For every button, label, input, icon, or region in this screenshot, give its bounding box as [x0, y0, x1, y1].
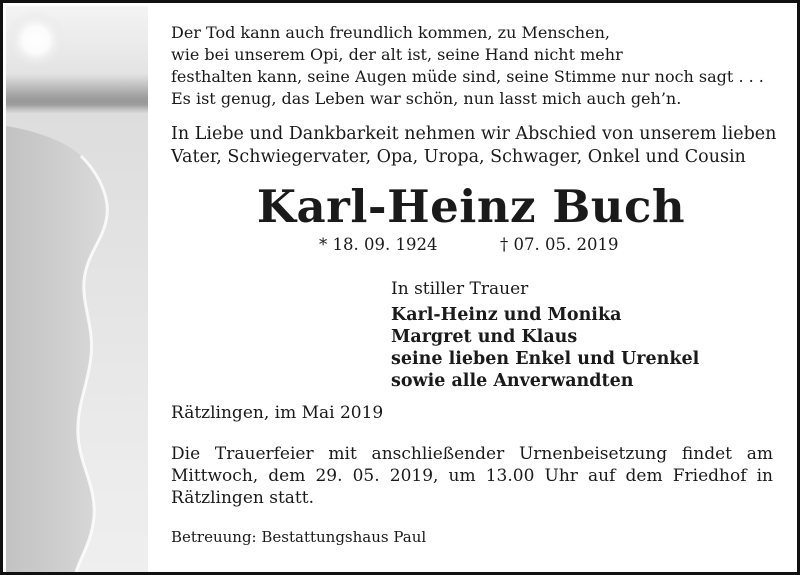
death-date: † 07. 05. 2019 [500, 235, 619, 254]
ceremony-line: Die Trauerfeier mit anschließender Urnenbeisetzung findet am [171, 444, 773, 464]
birth-date: * 18. 09. 1924 [319, 235, 438, 254]
ceremony-line: Mittwoch, dem 29. 05. 2019, um 13.00 Uhr auf dem Friedhof in [171, 466, 773, 486]
intro-line: Vater, Schwiegervater, Opa, Uropa, Schwager, Onkel und Cousin [171, 147, 746, 167]
mourner: sowie alle Anverwandten [391, 371, 634, 391]
poem-line: wie bei unserem Opi, der alt ist, seine Hand nicht mehr [171, 45, 623, 64]
mourner: Karl-Heinz und Monika [391, 305, 622, 325]
mourning-heading: In stiller Trauer [391, 279, 529, 299]
beach-sunset-photo [6, 6, 148, 572]
funeral-home: Betreuung: Bestattungshaus Paul [171, 528, 427, 546]
poem [171, 22, 791, 110]
place-date: Rätzlingen, im Mai 2019 [171, 403, 384, 423]
mourner: seine lieben Enkel und Urenkel [391, 349, 700, 369]
poem-line: Es ist genug, das Leben war schön, nun lasst mich auch geh’n. [171, 89, 682, 108]
intro-line: In Liebe und Dankbarkeit nehmen wir Abschied von unserem lieben [171, 124, 777, 144]
mourner: Margret und Klaus [391, 327, 578, 347]
farewell-intro [171, 123, 791, 169]
poem-line: Der Tod kann auch freundlich kommen, zu Menschen, [171, 23, 610, 42]
poem-line: festhalten kann, seine Augen müde sind, seine Stimme nur noch sagt . . . [171, 67, 764, 86]
mourners-list [391, 304, 699, 392]
ceremony-line: Rätzlingen statt. [171, 488, 314, 508]
deceased-name: Karl-Heinz Buch [256, 180, 686, 233]
ceremony-info [171, 443, 773, 509]
